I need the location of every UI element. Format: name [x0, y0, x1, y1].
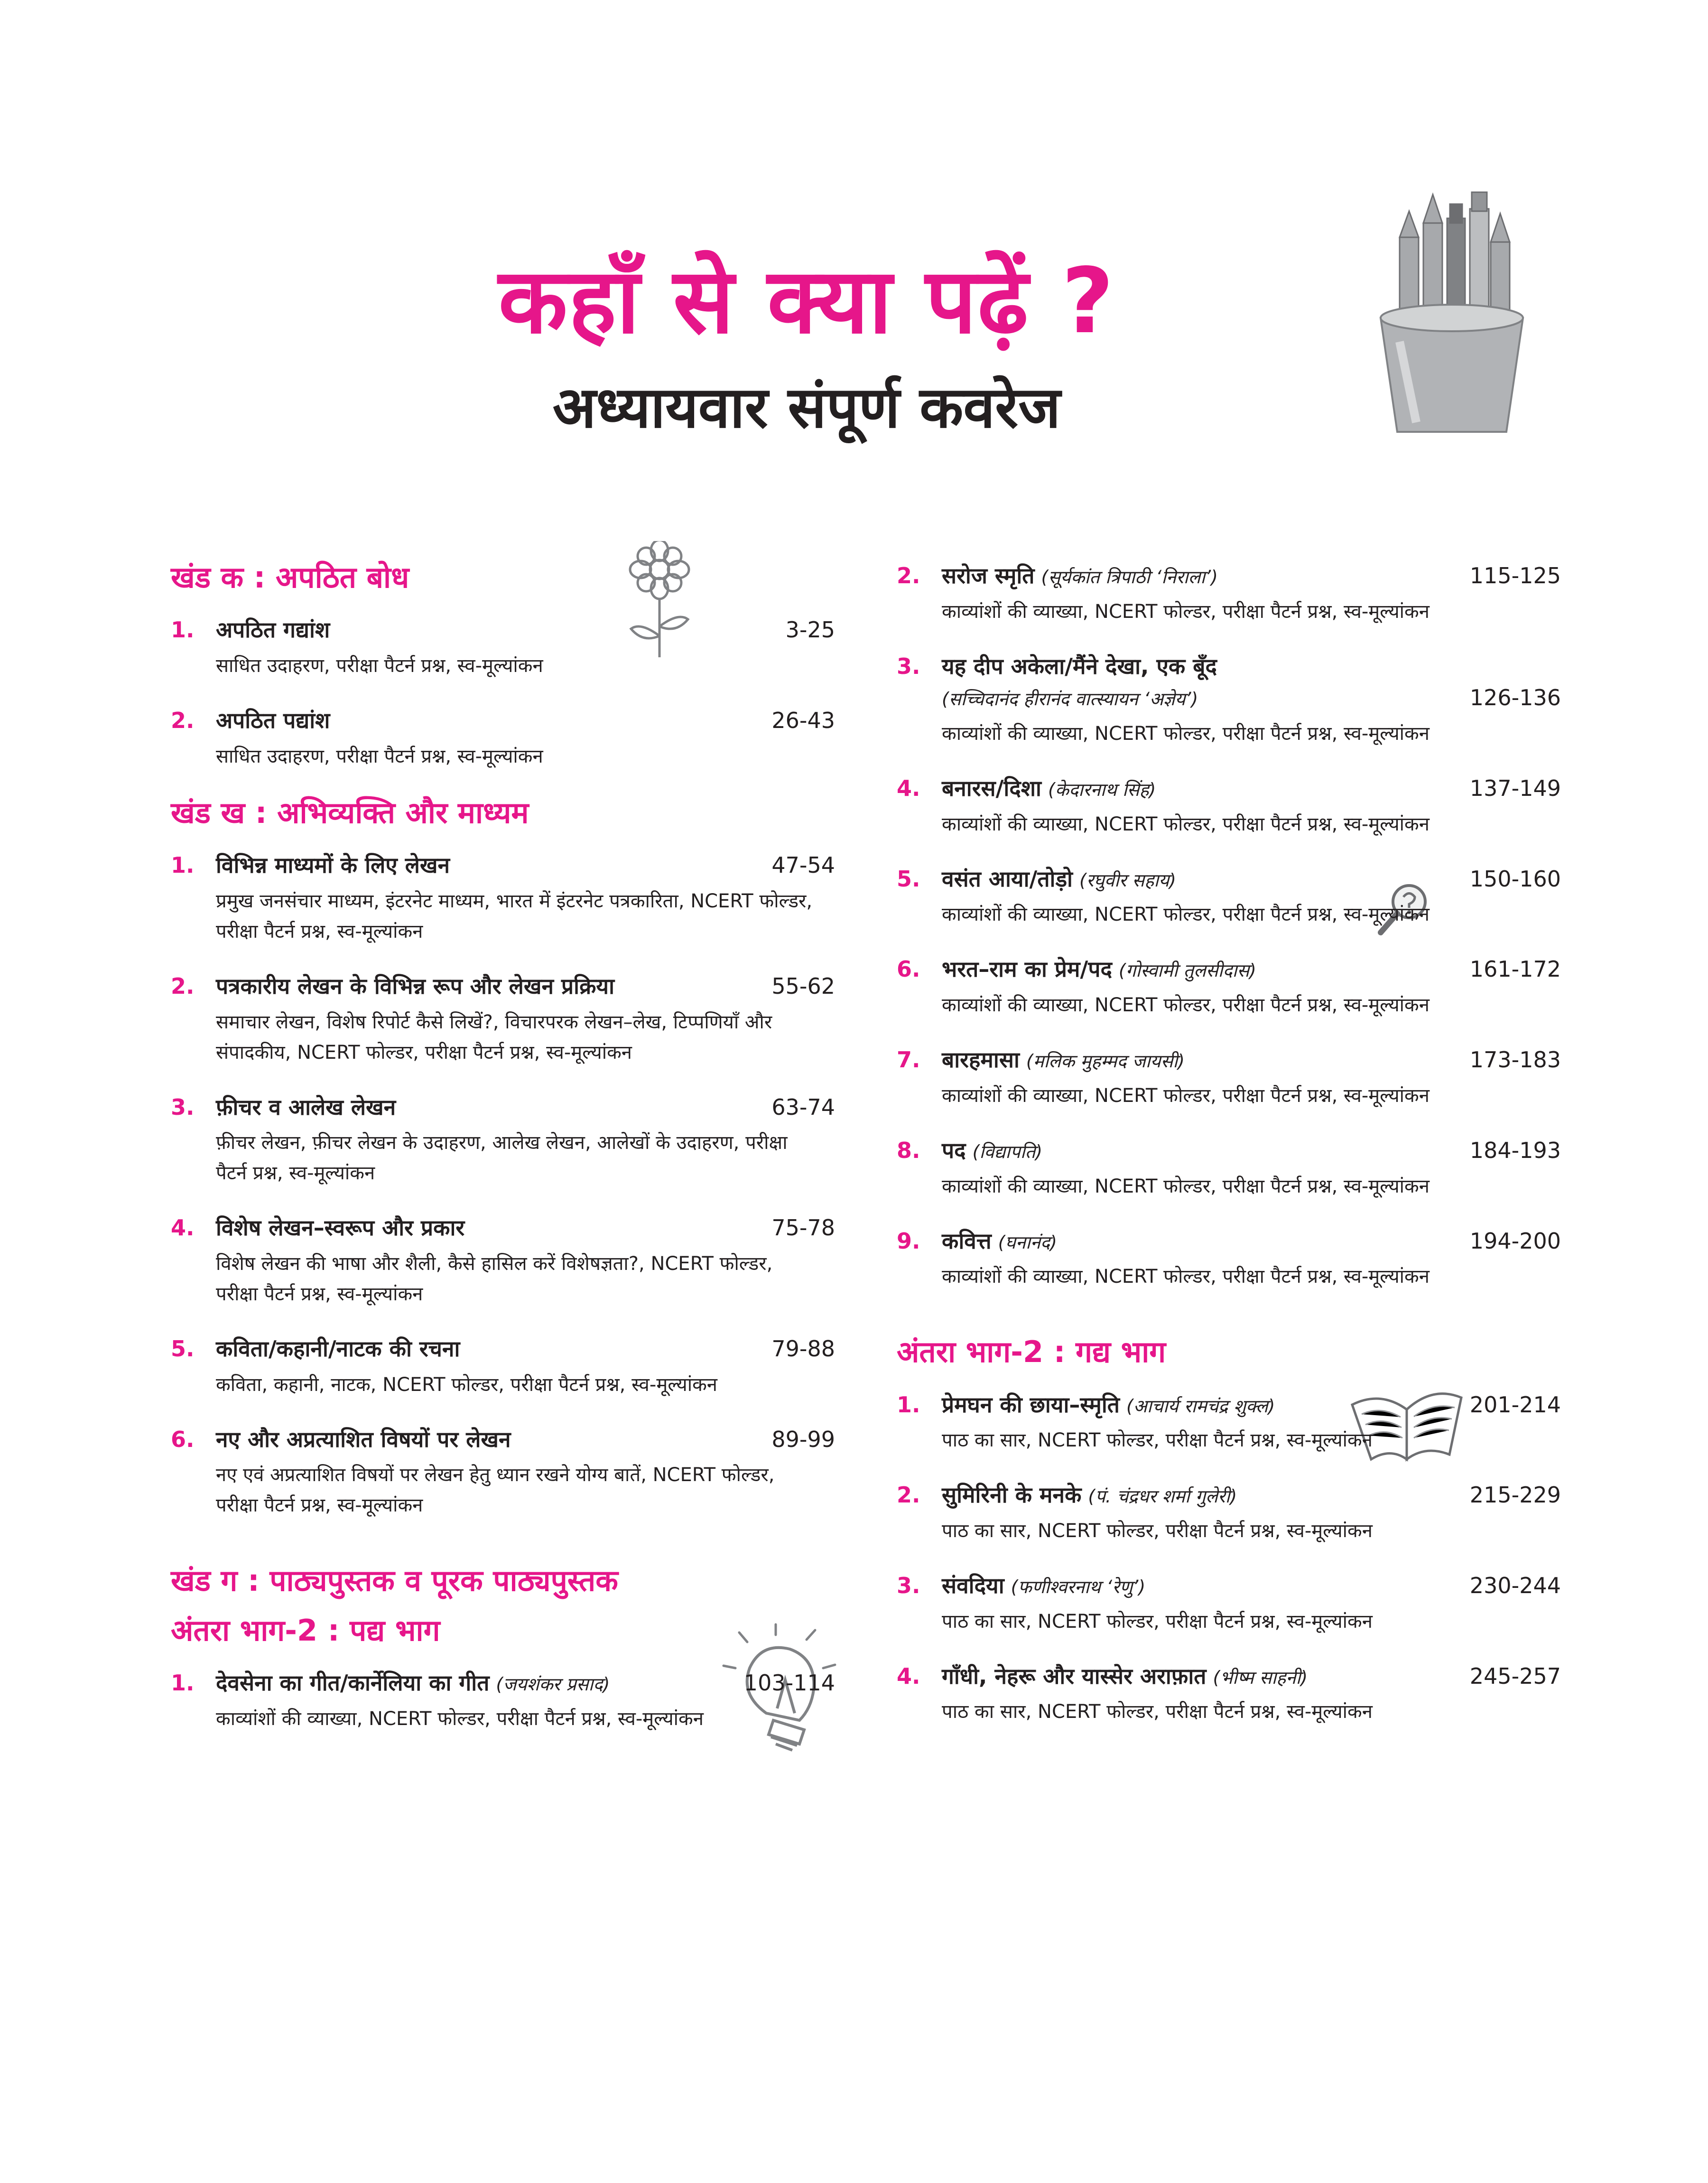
entry-number: 1. — [897, 1391, 920, 1418]
entry-author: (जयशंकर प्रसाद) — [496, 1674, 610, 1695]
entry-number: 1. — [171, 617, 195, 643]
entry-title: बारहमासा — [942, 1047, 1020, 1073]
entry-number: 6. — [897, 956, 920, 982]
toc-entry[interactable] — [897, 773, 1561, 840]
entry-number: 5. — [171, 1335, 195, 1362]
entry-pages: 245-257 — [1469, 1663, 1561, 1689]
entry-title: पद — [942, 1137, 966, 1163]
entry-description: काव्यांशों की व्याख्या, NCERT फोल्डर, परीक्षा पैटर्न प्रश्न, स्व-मूल्यांकन — [942, 723, 1430, 745]
entry-title: सरोज स्मृति — [942, 563, 1035, 588]
entry-title: यह दीप अकेला/मैंने देखा, एक बूँद — [942, 653, 1217, 679]
entry-description: विशेष लेखन की भाषा और शैली, कैसे हासिल करें विशेषज्ञता?, NCERT फोल्डर, परीक्षा पैटर्न प्रश्न, स्व-मूल्यांकन — [216, 1252, 773, 1305]
entry-number: 4. — [897, 775, 920, 802]
entry-number: 6. — [171, 1426, 195, 1452]
section-heading-prose: अंतरा भाग-2 : गद्य भाग — [897, 1334, 1166, 1370]
toc-entry[interactable] — [171, 970, 835, 1068]
pencil-cup-icon — [1366, 185, 1537, 441]
entry-pages: 137-149 — [1469, 775, 1561, 802]
section-heading-c: खंड ग : पाठ्यपुस्तक व पूरक पाठ्यपुस्तक — [171, 1563, 618, 1598]
entry-title: संवदिया — [942, 1572, 1004, 1598]
toc-entry[interactable] — [897, 1661, 1561, 1727]
entry-number: 8. — [897, 1137, 920, 1163]
entry-pages: 194-200 — [1469, 1228, 1561, 1254]
entry-pages: 173-183 — [1469, 1047, 1561, 1073]
entry-number: 1. — [171, 852, 195, 878]
entry-number: 5. — [897, 866, 920, 892]
toc-entry[interactable] — [897, 1570, 1561, 1637]
toc-entry[interactable] — [171, 614, 835, 681]
entry-number: 9. — [897, 1228, 920, 1254]
entry-pages: 89-99 — [771, 1426, 835, 1452]
entry-number: 3. — [897, 653, 920, 679]
entry-number: 4. — [897, 1663, 920, 1689]
entry-title: सुमिरिनी के मनके — [942, 1482, 1082, 1508]
entry-description: साधित उदाहरण, परीक्षा पैटर्न प्रश्न, स्व-मूल्यांकन — [216, 745, 543, 767]
entry-description: काव्यांशों की व्याख्या, NCERT फोल्डर, परीक्षा पैटर्न प्रश्न, स्व-मूल्यांकन — [942, 904, 1430, 926]
toc-entry[interactable] — [897, 1044, 1561, 1111]
entry-author: (सूर्यकांत त्रिपाठी ‘निराला’) — [1041, 567, 1218, 588]
entry-author: (सच्चिदानंद हीरानंद वात्स्यायन ‘अज्ञेय’) — [942, 689, 1198, 710]
entry-title: कविता/कहानी/नाटक की रचना — [216, 1335, 460, 1362]
entry-author: (भीष्म साहनी) — [1213, 1667, 1308, 1688]
entry-pages: 75-78 — [771, 1215, 835, 1241]
entry-number: 3. — [897, 1572, 920, 1598]
entry-author: (रघुवीर सहाय) — [1079, 869, 1176, 891]
toc-entry[interactable] — [171, 1212, 835, 1309]
entry-description: पाठ का सार, NCERT फोल्डर, परीक्षा पैटर्न प्रश्न, स्व-मूल्यांकन — [942, 1520, 1373, 1542]
entry-number: 2. — [897, 1482, 920, 1508]
entry-author: (आचार्य रामचंद्र शुक्ल) — [1126, 1395, 1275, 1417]
entry-title: देवसेना का गीत/कार्नेलिया का गीत — [216, 1670, 490, 1696]
entry-pages: 184-193 — [1469, 1137, 1561, 1163]
entry-description: काव्यांशों की व्याख्या, NCERT फोल्डर, परीक्षा पैटर्न प्रश्न, स्व-मूल्यांकन — [942, 600, 1430, 623]
entry-pages: 215-229 — [1469, 1482, 1561, 1508]
entry-title: भरत–राम का प्रेम/पद — [942, 956, 1112, 982]
entry-description: काव्यांशों की व्याख्या, NCERT फोल्डर, परीक्षा पैटर्न प्रश्न, स्व-मूल्यांकन — [942, 994, 1430, 1017]
entry-pages: 63-74 — [771, 1094, 835, 1120]
toc-entry[interactable] — [171, 1333, 835, 1400]
entry-description: काव्यांशों की व्याख्या, NCERT फोल्डर, परीक्षा पैटर्न प्रश्न, स्व-मूल्यांकन — [942, 1266, 1430, 1288]
toc-entry[interactable] — [897, 953, 1561, 1020]
toc-entry[interactable] — [897, 1479, 1561, 1546]
entry-pages: 3-25 — [785, 617, 835, 643]
entry-pages: 79-88 — [771, 1335, 835, 1362]
entry-number: 4. — [171, 1215, 195, 1241]
entry-title: वसंत आया/तोड़ो — [942, 866, 1073, 892]
entry-pages: 150-160 — [1469, 866, 1561, 892]
entry-description: पाठ का सार, NCERT फोल्डर, परीक्षा पैटर्न प्रश्न, स्व-मूल्यांकन — [942, 1610, 1373, 1633]
entry-title: पत्रकारीय लेखन के विभिन्न रूप और लेखन प्रक्रिया — [216, 973, 615, 999]
entry-description: पाठ का सार, NCERT फोल्डर, परीक्षा पैटर्न प्रश्न, स्व-मूल्यांकन — [942, 1701, 1373, 1723]
entry-number: 3. — [171, 1094, 195, 1120]
toc-entry[interactable] — [171, 1424, 835, 1521]
entry-title: नए और अप्रत्याशित विषयों पर लेखन — [216, 1426, 511, 1452]
toc-entry[interactable] — [171, 1667, 835, 1734]
entry-number: 2. — [897, 563, 920, 588]
entry-pages: 161-172 — [1469, 956, 1561, 982]
entry-title: अपठित गद्यांश — [216, 617, 330, 643]
toc-entry[interactable] — [897, 651, 1561, 749]
section-heading-a: खंड क : अपठित बोध — [171, 560, 409, 595]
section-subheading-poetry: अंतरा भाग-2 : पद्य भाग — [171, 1613, 440, 1648]
entry-title: विशेष लेखन–स्वरूप और प्रकार — [216, 1215, 465, 1241]
left-column — [171, 560, 835, 1758]
entry-pages: 47-54 — [771, 852, 835, 878]
entry-author: (फणीश्वरनाथ ‘रेणु’) — [1011, 1576, 1146, 1597]
entry-description: पाठ का सार, NCERT फोल्डर, परीक्षा पैटर्न प्रश्न, स्व-मूल्यांकन — [942, 1429, 1373, 1452]
entry-title: अपठित पद्यांश — [216, 708, 330, 734]
entry-description: फ़ीचर लेखन, फ़ीचर लेखन के उदाहरण, आलेख लेखन, आलेखों के उदाहरण, परीक्षा पैटर्न प्रश्न, स्व-मूल्यांकन — [216, 1132, 788, 1185]
entry-description: नए एवं अप्रत्याशित विषयों पर लेखन हेतु ध्यान रखने योग्य बातें, NCERT फोल्डर, परीक्षा पैटर्न प्रश्न, स्व-मूल्यांकन — [216, 1464, 775, 1517]
entry-title: प्रेमघन की छाया–स्मृति — [942, 1391, 1120, 1418]
entry-author: (गोस्वामी तुलसीदास) — [1118, 960, 1256, 981]
entry-description: साधित उदाहरण, परीक्षा पैटर्न प्रश्न, स्व-मूल्यांकन — [216, 655, 543, 677]
entry-author: (केदारनाथ सिंह) — [1048, 779, 1156, 801]
entry-pages: 103-114 — [743, 1670, 835, 1696]
right-column — [897, 560, 1561, 1751]
entry-description: काव्यांशों की व्याख्या, NCERT फोल्डर, परीक्षा पैटर्न प्रश्न, स्व-मूल्यांकन — [942, 1175, 1430, 1197]
entry-pages: 230-244 — [1469, 1572, 1561, 1598]
entry-author: (विद्यापति) — [972, 1141, 1043, 1162]
entry-pages: 26-43 — [771, 708, 835, 734]
entry-description: कविता, कहानी, नाटक, NCERT फोल्डर, परीक्षा पैटर्न प्रश्न, स्व-मूल्यांकन — [216, 1373, 718, 1396]
entry-pages: 126-136 — [1469, 685, 1561, 711]
entry-author: (पं. चंद्रधर शर्मा गुलेरी) — [1088, 1486, 1237, 1507]
toc-entry[interactable] — [897, 1225, 1561, 1292]
entry-title: बनारस/दिशा — [942, 775, 1041, 802]
entry-number: 1. — [171, 1670, 195, 1696]
toc-entry[interactable] — [897, 560, 1561, 627]
entry-title: विभिन्न माध्यमों के लिए लेखन — [216, 852, 450, 878]
toc-entry[interactable] — [171, 849, 835, 947]
entry-pages: 55-62 — [771, 973, 835, 999]
toc-entry[interactable] — [897, 1389, 1561, 1456]
toc-entry[interactable] — [897, 1135, 1561, 1202]
entry-author: (मलिक मुहम्मद जायसी) — [1026, 1051, 1185, 1072]
entry-number: 7. — [897, 1047, 920, 1073]
entry-author: (घनानंद) — [998, 1231, 1057, 1253]
entry-title: कवित्त — [942, 1228, 992, 1254]
entry-description: काव्यांशों की व्याख्या, NCERT फोल्डर, परीक्षा पैटर्न प्रश्न, स्व-मूल्यांकन — [942, 1084, 1430, 1107]
entry-title: फ़ीचर व आलेख लेखन — [216, 1094, 396, 1120]
section-heading-b: खंड ख : अभिव्यक्ति और माध्यम — [171, 795, 529, 830]
entry-title: गाँधी, नेहरू और यास्सेर अराफ़ात — [942, 1663, 1207, 1689]
toc-entry[interactable] — [171, 1092, 835, 1189]
entry-number: 2. — [171, 708, 195, 734]
entry-pages: 115-125 — [1469, 563, 1561, 588]
page-subtitle: अध्यायवार संपूर्ण कवरेज — [552, 375, 1061, 441]
entry-description: समाचार लेखन, विशेष रिपोर्ट कैसे लिखें?, विचारपरक लेखन–लेख, टिप्पणियाँ और संपादकीय, NCERT फोल्डर, परीक्षा पैटर्न प्रश्न, स्व-मूल्यांकन — [216, 1011, 772, 1064]
entry-description: काव्यांशों की व्याख्या, NCERT फोल्डर, परीक्षा पैटर्न प्रश्न, स्व-मूल्यांकन — [216, 1707, 704, 1730]
entry-description: काव्यांशों की व्याख्या, NCERT फोल्डर, परीक्षा पैटर्न प्रश्न, स्व-मूल्यांकन — [942, 813, 1430, 835]
entry-number: 2. — [171, 973, 195, 999]
toc-entry[interactable] — [897, 863, 1561, 930]
page-title: कहाँ से क्या पढ़ें ? — [498, 249, 1115, 354]
entry-pages: 201-214 — [1469, 1391, 1561, 1418]
toc-entry[interactable] — [171, 705, 835, 772]
entry-description: प्रमुख जनसंचार माध्यम, इंटरनेट माध्यम, भारत में इंटरनेट पत्रकारिता, NCERT फोल्डर, परीक्षा पैटर्न प्रश्न, स्व-मूल्यांकन — [216, 890, 813, 942]
